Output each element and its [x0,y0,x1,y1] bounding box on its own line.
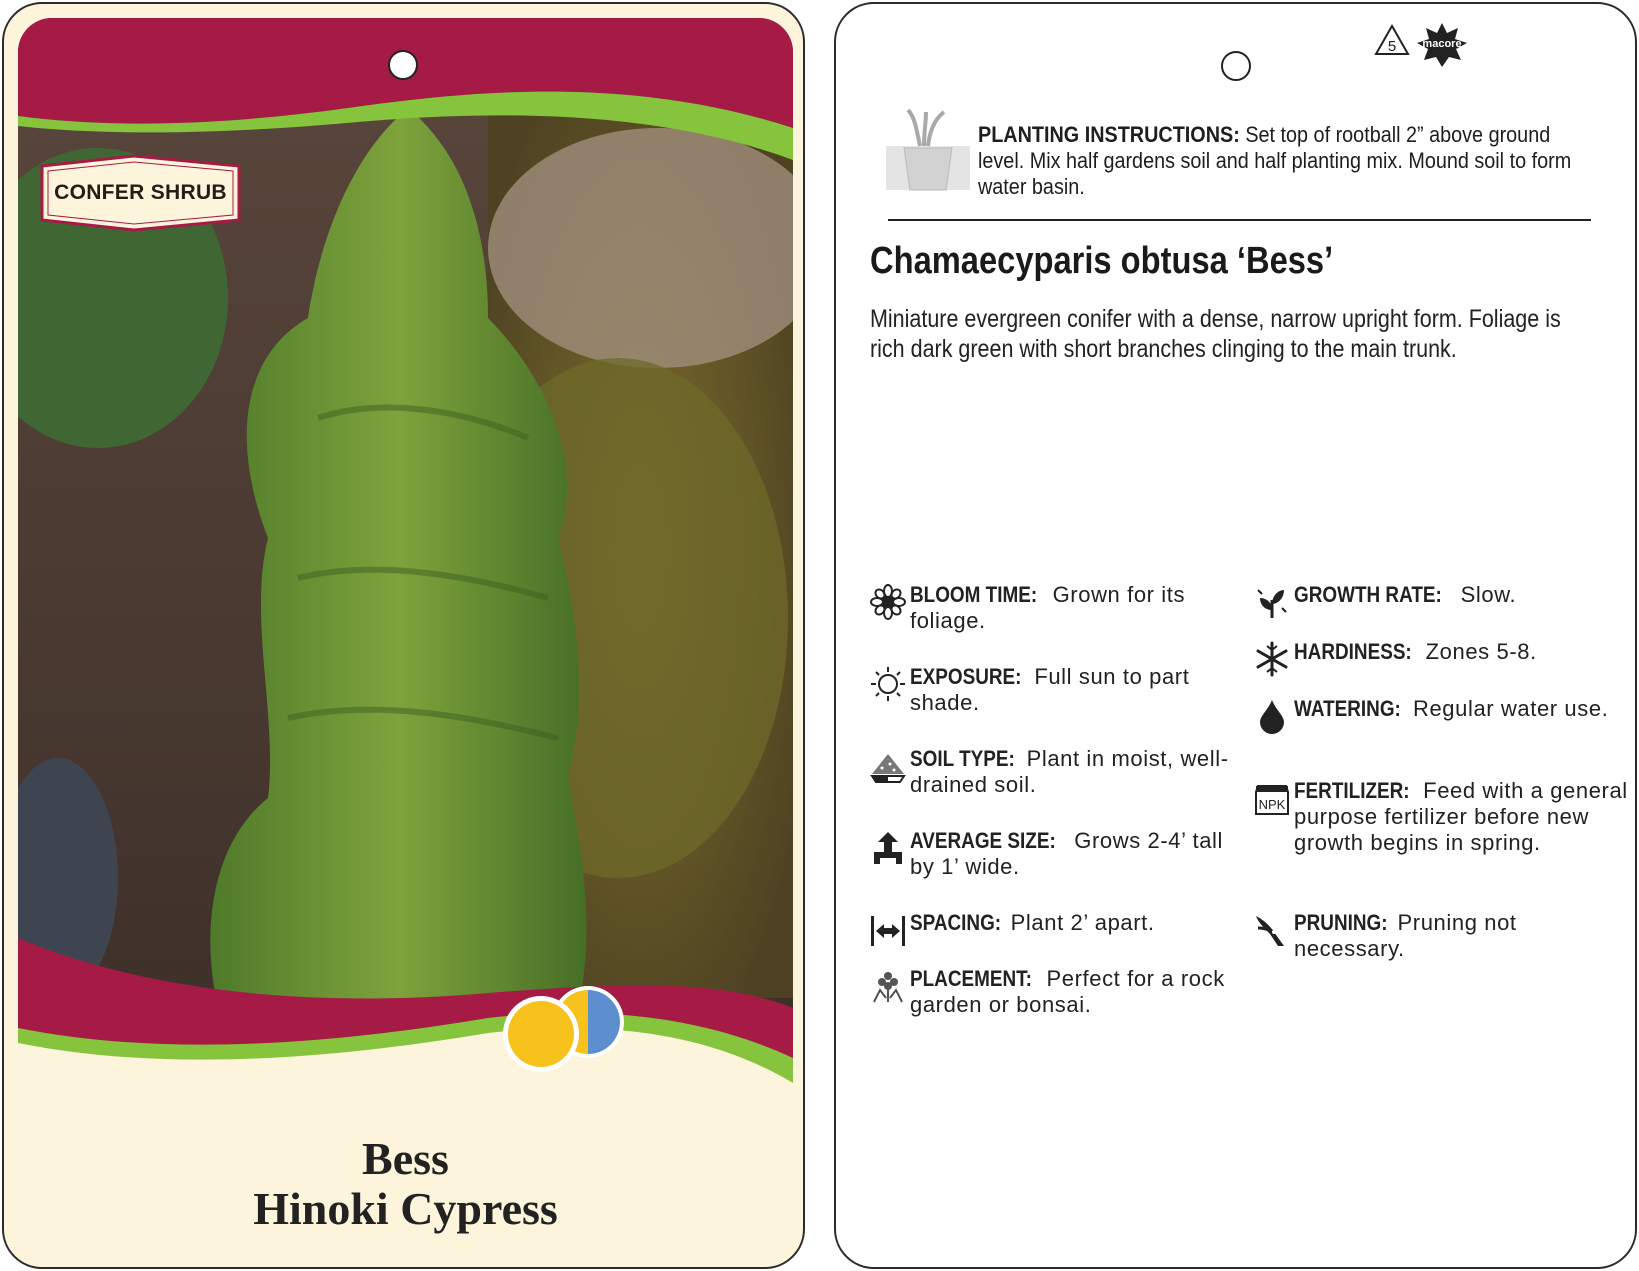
tag-front [2,2,805,1269]
attr-text: Grown for its foliage. [910,582,1186,633]
attr-text: Full sun to part shade. [910,664,1190,715]
attr-label: PRUNING: [1294,910,1388,935]
svg-text:NPK: NPK [1258,797,1286,812]
attr-label: SOIL TYPE: [910,746,1015,771]
attr-label: AVERAGE SIZE: [910,828,1056,853]
category-label: CONFER SHRUB [54,181,227,204]
hang-hole [1221,51,1251,81]
attr-text: Grows 2-4’ tall by 1’ wide. [910,828,1224,879]
planting-text: Set top of rootball 2” above ground level. Mix half gardens soil and half planting mix. Mound soil to form water basin. [978,122,1572,199]
recycle-number: 5 [1387,38,1397,55]
attr-label: WATERING: [1294,696,1401,721]
brand-logo [1416,22,1468,68]
exposure-icons [502,984,634,1074]
botanical-name: Chamaecyparis obtusa ‘Bess’ [870,240,1334,282]
attr-text: Pruning not necessary. [1294,910,1517,961]
soil-icon [870,748,906,784]
planting-label: PLANTING INSTRUCTIONS: [978,122,1240,147]
attr-label: GROWTH RATE: [1294,582,1442,607]
pot-icon [886,106,970,202]
hang-hole [388,50,418,80]
category-badge [34,154,247,232]
sun-shade-icon [502,984,634,1074]
npk-icon [1254,780,1290,816]
sun-icon [870,666,906,702]
sprout-icon [1254,584,1290,620]
recycle-icon [1372,22,1412,62]
attr-text: Plant in moist, well-drained soil. [910,746,1229,797]
planting-instructions [978,122,1576,200]
attr-text: Regular water use. [1412,696,1609,721]
plant-description: Miniature evergreen conifer with a dense, narrow upright form. Foliage is rich dark green with short branches clinging to the main trunk. [870,305,1561,363]
divider [888,219,1591,221]
height-icon [870,830,906,866]
tag-back [834,2,1637,1269]
attr-text: Slow. [1460,582,1517,607]
spacing-icon [870,912,906,948]
attr-label: BLOOM TIME: [910,582,1038,607]
common-name-line2: Hinoki Cypress [253,1183,558,1234]
attr-text: Plant 2’ apart. [1010,910,1155,935]
attr-label: PLACEMENT: [910,966,1032,991]
attr-label: FERTILIZER: [1294,778,1410,803]
water-drop-icon [1254,698,1290,734]
snowflake-icon [1254,641,1290,677]
attr-text: Feed with a general purpose fertilizer before new growth begins in spring. [1294,778,1628,855]
attr-text: Zones 5-8. [1425,639,1537,664]
pruners-icon [1254,912,1290,948]
attr-label: HARDINESS: [1294,639,1412,664]
attr-text: Perfect for a rock garden or bonsai. [910,966,1225,1017]
flower-icon [870,584,906,620]
attr-label: SPACING: [910,910,1002,935]
common-name-line1: Bess [362,1133,449,1184]
brand-name: macore [1422,38,1462,50]
placement-icon [870,968,906,1004]
attr-label: EXPOSURE: [910,664,1022,689]
